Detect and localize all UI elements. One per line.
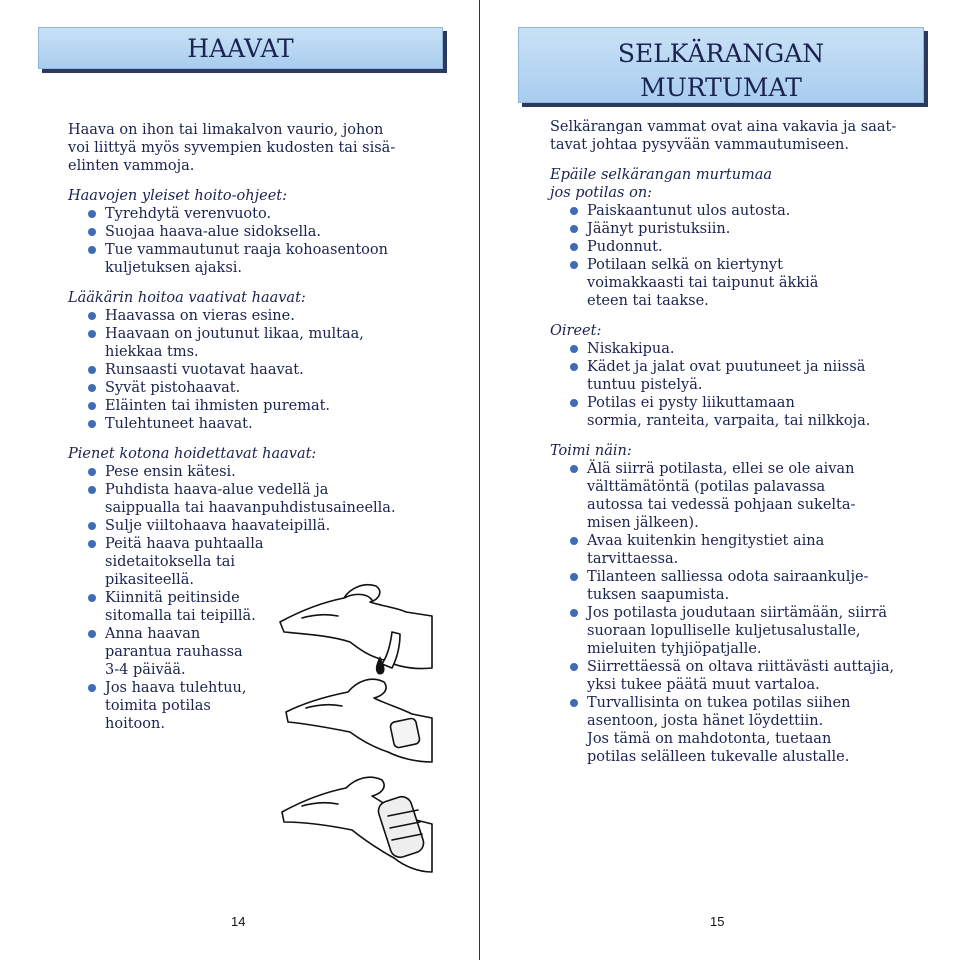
- title-box-selkarangan-murtumat: [518, 27, 924, 103]
- section-heading-suspect: [550, 166, 910, 202]
- list-item: Runsaasti vuotavat haavat.: [68, 361, 428, 379]
- section-heading-actions: Toimi näin:: [550, 443, 632, 459]
- heading-line: Epäile selkärangan murtumaa: [550, 167, 773, 183]
- list-item: Turvallisinta on tukea potilas siihen asentoon, josta hänet löydettiin.: [550, 694, 910, 730]
- suspect-list: [550, 202, 910, 310]
- list-item: Kädet ja jalat ovat puutuneet ja niissä tuntuu pistelyä.: [550, 358, 910, 394]
- page-title: [519, 28, 923, 102]
- symptoms-list: [550, 340, 910, 430]
- general-list: [68, 205, 428, 277]
- list-item: Potilaan selkä on kiertynyt voimakkaasti tai taipunut äkkiä eteen tai taakse.: [550, 256, 910, 310]
- list-item: Sulje viiltohaava haavateipillä.: [68, 517, 428, 535]
- right-content: [550, 118, 910, 766]
- list-item: Tulehtuneet haavat.: [68, 415, 428, 433]
- list-item: Tue vammautunut raaja kohoasentoon kuljetuksen ajaksi.: [68, 241, 428, 277]
- intro-line: elinten vammoja.: [68, 158, 195, 174]
- title-box-haavat: [38, 27, 443, 69]
- page-number: 14: [231, 914, 246, 929]
- home-list: [68, 463, 428, 535]
- title-line: MURTUMAT: [640, 73, 802, 102]
- list-item: Peitä haava puhtaalla sidetaitoksella tai pikasiteellä.: [68, 535, 285, 589]
- list-item: Niskakipua.: [550, 340, 910, 358]
- page-number: 15: [710, 914, 725, 929]
- list-item: Tyrehdytä verenvuoto.: [68, 205, 428, 223]
- section-heading-home: Pienet kotona hoidettavat haavat:: [68, 446, 317, 462]
- list-item: Jos potilasta joudutaan siirtämään, siirrä suoraan lopulliselle kuljetusalustalle, mieluiten tyhjiöpatjalle.: [550, 604, 910, 658]
- title-line: SELKÄRANGAN: [617, 39, 825, 68]
- bandage-roll-icon: [390, 718, 421, 749]
- intro-line: Selkärangan vammat ovat aina vakavia ja saat-: [550, 119, 897, 135]
- list-item: Jäänyt puristuksiin.: [550, 220, 910, 238]
- list-item: Haavaan on joutunut likaa, multaa, hiekkaa tms.: [68, 325, 428, 361]
- page-right: [480, 0, 960, 960]
- list-item: Syvät pistohaavat.: [68, 379, 428, 397]
- list-item: Potilas ei pysty liikuttamaan sormia, ranteita, varpaita, tai nilkkoja.: [550, 394, 910, 430]
- list-item: Siirrettäessä on oltava riittävästi auttajia, yksi tukee päätä muut vartaloa.: [550, 658, 910, 694]
- list-item: Kiinnitä peitinside sitomalla tai teipillä.: [68, 589, 285, 625]
- list-item-continuation: Jos tämä on mahdotonta, tuetaan potilas selälleen tukevalle alustalle.: [587, 731, 850, 765]
- list-item: Haavassa on vieras esine.: [68, 307, 428, 325]
- section-heading-doctor: Lääkärin hoitoa vaativat haavat:: [68, 290, 306, 306]
- intro-line: tavat johtaa pysyvään vammautumiseen.: [550, 137, 849, 153]
- list-item: Älä siirrä potilasta, ellei se ole aivan välttämätöntä (potilas palavassa autossa tai vedessä pohjaan sukelta- misen jälkeen).: [550, 460, 910, 532]
- list-item: Pese ensin kätesi.: [68, 463, 428, 481]
- doctor-list: [68, 307, 428, 433]
- heading-line: jos potilas on:: [550, 185, 653, 201]
- list-item: Pudonnut.: [550, 238, 910, 256]
- list-item: Eläinten tai ihmisten puremat.: [68, 397, 428, 415]
- list-item: Tilanteen salliessa odota sairaankulje- tuksen saapumista.: [550, 568, 910, 604]
- intro-paragraph: [550, 118, 910, 154]
- list-item: Puhdista haava-alue vedellä ja saippualla tai haavanpuhdistusaineella.: [68, 481, 428, 517]
- list-item: Suojaa haava-alue sidoksella.: [68, 223, 428, 241]
- list-item: Avaa kuitenkin hengitystiet aina tarvittaessa.: [550, 532, 910, 568]
- list-item: Paiskaantunut ulos autosta.: [550, 202, 910, 220]
- list-item: Anna haavan parantua rauhassa 3-4 päivää.: [68, 625, 285, 679]
- intro-line: Haava on ihon tai limakalvon vaurio, johon: [68, 122, 384, 138]
- section-heading-general: Haavojen yleiset hoito-ohjeet:: [68, 188, 287, 204]
- intro-line: voi liittyä myös syvempien kudosten tai sisä-: [68, 140, 396, 156]
- list-item: Jos haava tulehtuu, toimita potilas hoitoon.: [68, 679, 285, 733]
- hand-bandage-illustration: [272, 572, 440, 894]
- page-title: HAAVAT: [187, 34, 294, 63]
- section-heading-symptoms: Oireet:: [550, 323, 602, 339]
- actions-list: [550, 460, 910, 766]
- intro-paragraph: [68, 121, 428, 175]
